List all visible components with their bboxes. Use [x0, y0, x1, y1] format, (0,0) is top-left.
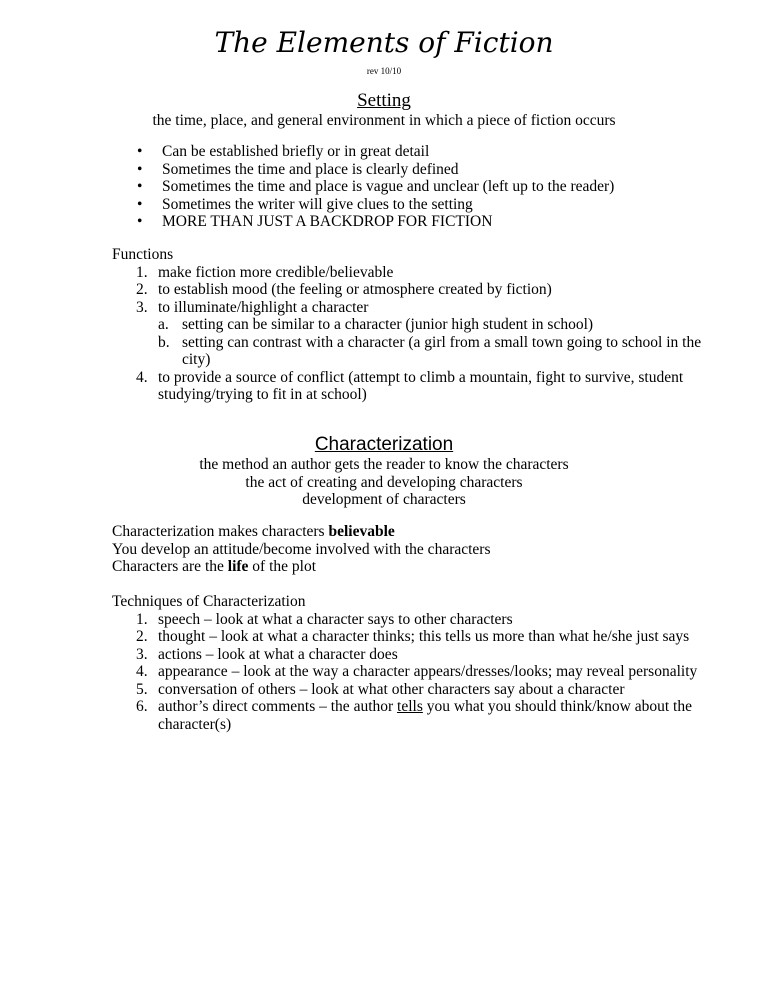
statement-text: Characters are the: [112, 558, 228, 575]
setting-definition: the time, place, and general environment in which a piece of fiction occurs: [152, 112, 616, 129]
statement: [112, 523, 768, 541]
item-letter: a.: [158, 316, 169, 333]
list-item: • Sometimes the time and place is vague and unclear (left up to the reader): [0, 178, 614, 196]
item-number: 3.: [136, 645, 148, 663]
item-text: speech – look at what a character says to other characters: [158, 610, 513, 628]
statement-text: Characterization makes characters: [112, 523, 329, 540]
document-title: The Elements of Fiction: [214, 26, 554, 59]
item-text: to establish mood (the feeling or atmosphere created by fiction): [158, 281, 552, 298]
item-text: actions – look at what a character does: [158, 645, 398, 663]
list-item: • Can be established briefly or in great detail: [0, 143, 614, 161]
statement: You develop an attitude/become involved with the characters: [112, 540, 491, 558]
definition-line: the method an author gets the reader to know the characters: [199, 456, 569, 473]
list-item: [112, 698, 712, 733]
techniques-list: [112, 611, 712, 734]
item-text: appearance – look at the way a character appears/dresses/looks; may reveal personality: [158, 663, 698, 680]
list-item: [112, 369, 712, 404]
setting-bullets: [0, 143, 614, 231]
statement: [112, 558, 768, 576]
functions-list: [112, 264, 712, 404]
list-item: • Sometimes the time and place is clearly defined: [0, 161, 614, 179]
list-item: [112, 281, 712, 299]
item-text: make fiction more credible/believable: [158, 263, 394, 281]
functions-section: [112, 246, 712, 404]
statement-emphasis: believable: [328, 523, 395, 540]
item-number: 6.: [136, 698, 148, 715]
list-item: • Sometimes the writer will give clues to the setting: [0, 196, 614, 214]
item-number: 2.: [136, 281, 148, 298]
characterization-definitions: [0, 456, 768, 509]
item-text: thought – look at what a character thinks; this tells us more than what he/she just says: [158, 628, 690, 645]
item-text: to illuminate/highlight a character: [158, 298, 369, 316]
item-text: author’s direct comments – the author: [158, 698, 398, 715]
definition-line: development of characters: [302, 491, 466, 508]
item-text: conversation of others – look at what other characters say about a character: [158, 680, 625, 698]
list-item: [112, 681, 712, 699]
item-text: setting can contrast with a character (a girl from a small town going to school in the city): [182, 333, 702, 368]
item-number: 1.: [136, 263, 148, 281]
item-number: 1.: [136, 610, 148, 628]
revision-note: rev 10/10: [366, 66, 402, 76]
item-number: 3.: [136, 298, 148, 316]
item-number: 2.: [136, 628, 148, 645]
item-number: 5.: [136, 680, 148, 698]
item-number: 4.: [136, 368, 148, 386]
sub-list: [158, 316, 712, 369]
list-item: [112, 628, 712, 646]
item-number: 4.: [136, 663, 148, 680]
statement-emphasis: life: [227, 558, 249, 575]
techniques-label: Techniques of Characterization: [112, 593, 306, 610]
functions-label: Functions: [112, 246, 174, 263]
characterization-statements: [112, 523, 768, 576]
list-item: [158, 316, 712, 334]
item-text: you what you should think/know about the character(s): [158, 698, 692, 733]
item-text: to provide a source of conflict (attempt to climb a mountain, fight to survive, student studying/trying to fit in at school): [158, 368, 684, 403]
setting-heading: Setting: [357, 90, 411, 111]
characterization-heading: Characterization: [314, 434, 454, 455]
list-item: [112, 646, 712, 664]
definition-line: the act of creating and developing characters: [245, 473, 523, 491]
list-item: [112, 611, 712, 629]
list-item: [112, 663, 712, 681]
statement-text: of the plot: [248, 558, 317, 575]
list-item: [112, 299, 712, 369]
techniques-section: [112, 593, 712, 733]
list-item: • MORE THAN JUST A BACKDROP FOR FICTION: [0, 213, 614, 231]
list-item: [112, 264, 712, 282]
item-emphasis: tells: [397, 698, 423, 715]
list-item: [158, 334, 712, 369]
item-text: setting can be similar to a character (junior high student in school): [182, 316, 594, 333]
item-letter: b.: [158, 333, 170, 351]
